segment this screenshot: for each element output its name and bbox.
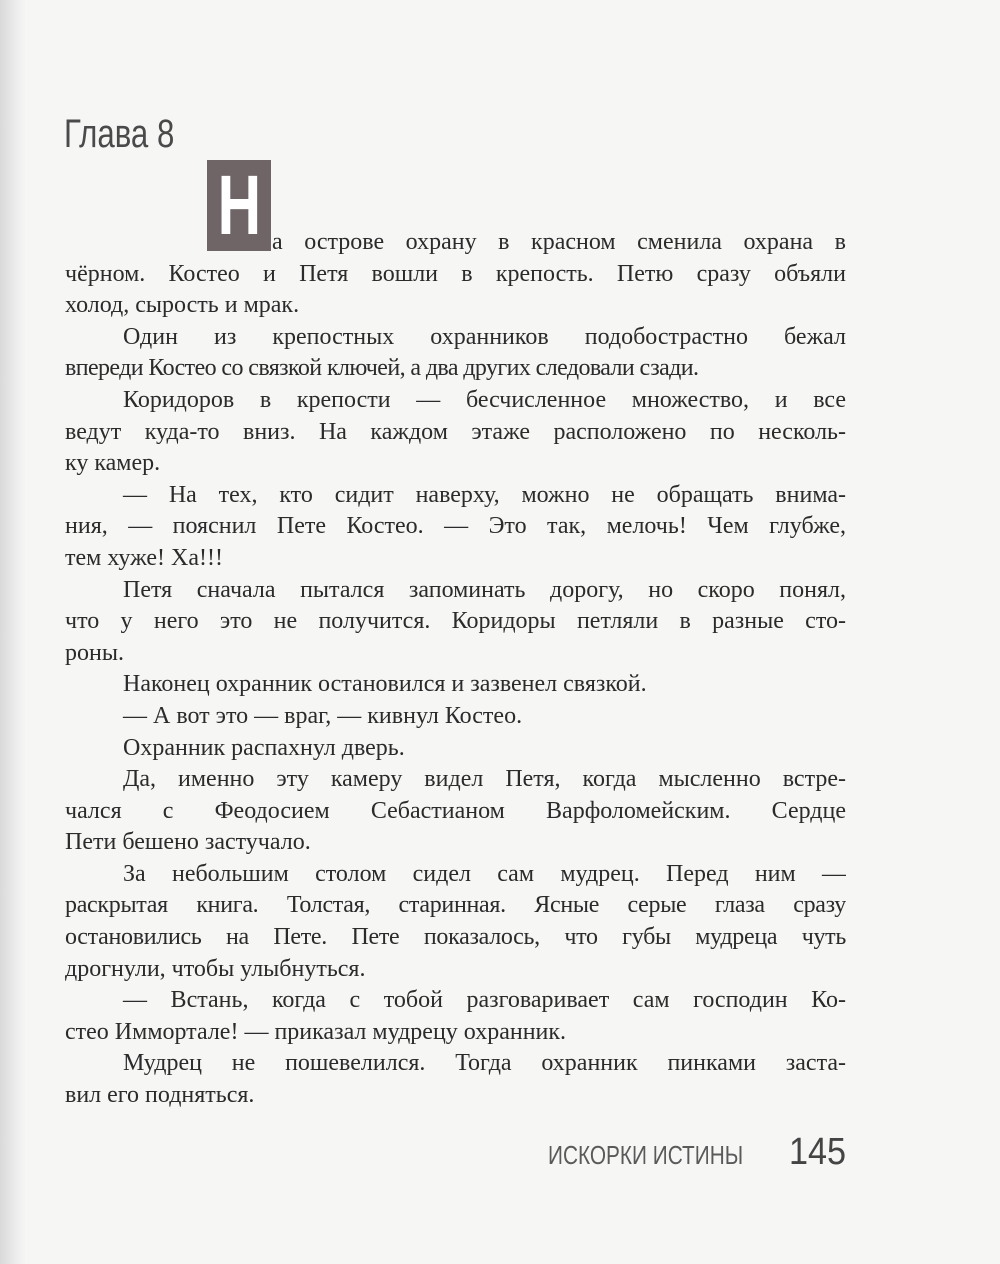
text-line: Охранник распахнул дверь. bbox=[123, 734, 405, 761]
drop-cap-letter: Н bbox=[217, 158, 261, 252]
text-line: Мудрец не пошевелился. Тогда охранник пинками заста- bbox=[123, 1050, 846, 1077]
page-gutter-shadow bbox=[0, 0, 26, 1264]
text-line: а острове охрану в красном сменила охрана в bbox=[272, 229, 846, 255]
text-line: Наконец охранник остановился и зазвенел связкой. bbox=[123, 671, 647, 698]
text-line: Петя сначала пытался запоминать дорогу, но скоро понял, bbox=[123, 576, 846, 603]
text-line: что у него это не получится. Коридоры петляли в разные сто- bbox=[65, 608, 846, 635]
text-line: Один из крепостных охранников подобострастно бежал bbox=[123, 323, 846, 350]
chapter-title: Глава 8 bbox=[64, 112, 175, 156]
text-line: Пети бешено застучало. bbox=[65, 829, 311, 856]
text-line: — На тех, кто сидит наверху, можно не обращать внима- bbox=[123, 481, 846, 508]
text-line: чался с Феодосием Себастианом Варфоломейским. Сердце bbox=[65, 797, 846, 824]
text-line: тем хуже! Ха!!! bbox=[65, 544, 223, 571]
text-line: остановились на Пете. Пете показалось, что губы мудреца чуть bbox=[65, 924, 846, 951]
text-line: ку камер. bbox=[65, 450, 161, 477]
text-line: За небольшим столом сидел сам мудрец. Перед ним — bbox=[123, 860, 846, 887]
text-line: ния, — пояснил Пете Костео. — Это так, мелочь! Чем глубже, bbox=[65, 513, 846, 540]
text-line: роны. bbox=[65, 639, 124, 666]
text-line: Да, именно эту камеру видел Петя, когда мысленно встре- bbox=[123, 766, 846, 793]
text-line: вил его подняться. bbox=[65, 1082, 255, 1109]
text-line: впереди Костео со связкой ключей, а два других следовали сзади. bbox=[65, 355, 699, 382]
text-line: чёрном. Костео и Петя вошли в крепость. Петю сразу объяли bbox=[65, 260, 846, 287]
text-line: — Встань, когда с тобой разговаривает сам господин Ко- bbox=[123, 987, 846, 1014]
text-line: ведут куда-то вниз. На каждом этаже расположено по несколь- bbox=[65, 418, 846, 445]
text-line: холод, сырость и мрак. bbox=[65, 292, 300, 319]
page-number: 145 bbox=[789, 1131, 847, 1173]
body-text bbox=[65, 227, 846, 1112]
text-line: стео Иммортале! — приказал мудрецу охранник. bbox=[65, 1018, 567, 1045]
text-line: Коридоров в крепости — бесчисленное множество, и все bbox=[123, 386, 846, 413]
text-line: — А вот это — враг, — кивнул Костео. bbox=[123, 702, 523, 729]
text-line: раскрытая книга. Толстая, старинная. Ясные серые глаза сразу bbox=[65, 892, 846, 919]
running-footer-book-title: ИСКОРКИ ИСТИНЫ bbox=[548, 1140, 744, 1170]
text-line: дрогнули, чтобы улыбнуться. bbox=[65, 955, 366, 982]
